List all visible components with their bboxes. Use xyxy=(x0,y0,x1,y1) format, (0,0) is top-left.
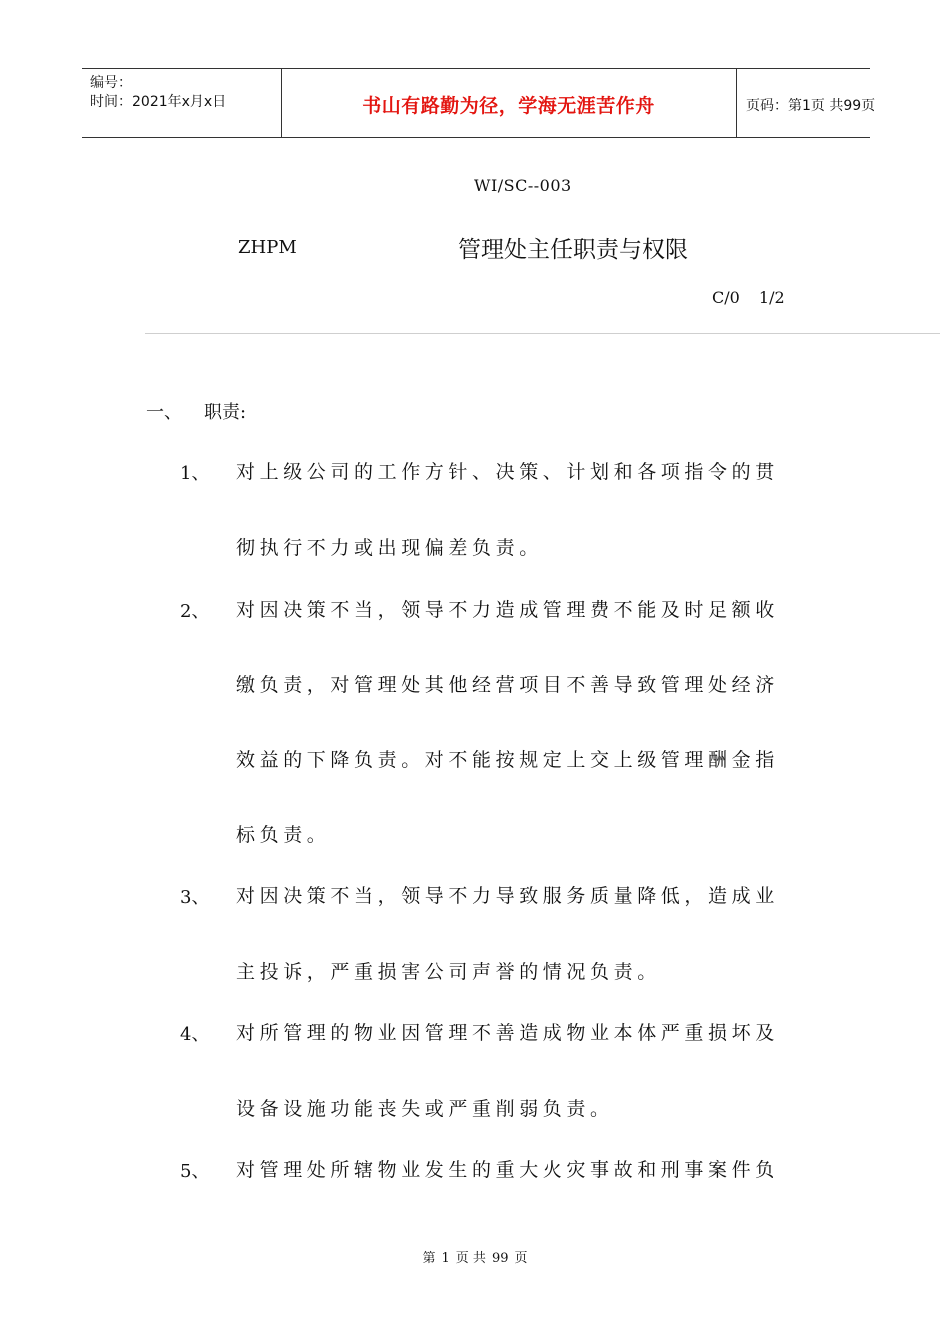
org-code: ZHPM xyxy=(238,237,297,258)
item-number: 4、 xyxy=(180,1024,210,1045)
section-heading xyxy=(146,398,246,424)
item-line: 对因决策不当，领导不力造成管理费不能及时足额收 xyxy=(236,599,779,621)
section-number: 一、 xyxy=(146,402,182,423)
item-line: 效益的下降负责。对不能按规定上交上级管理酬金指 xyxy=(236,749,779,771)
footer-total-pages: 99 xyxy=(491,1251,509,1266)
divider xyxy=(145,333,940,334)
footer-suffix: 页 xyxy=(514,1251,528,1266)
item-line: 缴负责，对管理处其他经营项目不善导致管理处经济 xyxy=(236,674,779,696)
item-line: 对管理处所辖物业发生的重大火灾事故和刑事案件负 xyxy=(236,1159,779,1181)
item-number: 5、 xyxy=(180,1161,210,1182)
item-line: 标负责。 xyxy=(236,824,331,846)
item-line: 彻执行不力或出现偏差负责。 xyxy=(236,537,543,559)
page-title: 管理处主任职责与权限 xyxy=(458,237,688,263)
date-label: 时间：2021年x月x日 xyxy=(90,94,227,110)
item-line: 对因决策不当，领导不力导致服务质量降低，造成业 xyxy=(236,885,779,907)
header-meta-cell xyxy=(82,69,282,137)
header-motto-cell xyxy=(281,69,737,137)
doc-page: 1/2 xyxy=(758,288,785,307)
item-number: 1、 xyxy=(180,463,210,484)
item-line: 对上级公司的工作方针、决策、计划和各项指令的贯 xyxy=(236,461,779,483)
item-line: 设备设施功能丧失或严重削弱负责。 xyxy=(236,1098,614,1120)
version-info xyxy=(712,288,785,307)
section-title: 职责: xyxy=(204,402,247,423)
item-line: 主投诉，严重损害公司声誉的情况负责。 xyxy=(236,961,661,983)
page-header xyxy=(82,68,876,138)
page-footer xyxy=(0,1247,950,1266)
footer-mid: 页 共 xyxy=(455,1251,486,1266)
number-label: 编号： xyxy=(90,75,132,91)
item-number: 2、 xyxy=(180,601,210,622)
item-line: 对所管理的物业因管理不善造成物业本体严重损坏及 xyxy=(236,1022,779,1044)
motto-text: 书山有路勤为径，学海无涯苦作舟 xyxy=(362,95,655,117)
doc-code: WI/SC--003 xyxy=(474,176,572,195)
item-number: 3、 xyxy=(180,887,210,908)
footer-prefix: 第 xyxy=(422,1251,436,1266)
version: C/0 xyxy=(712,288,740,307)
footer-current-page: 1 xyxy=(441,1251,450,1266)
page-info: 页码：第1页 共99页 xyxy=(746,98,876,114)
header-page-cell xyxy=(736,69,876,137)
